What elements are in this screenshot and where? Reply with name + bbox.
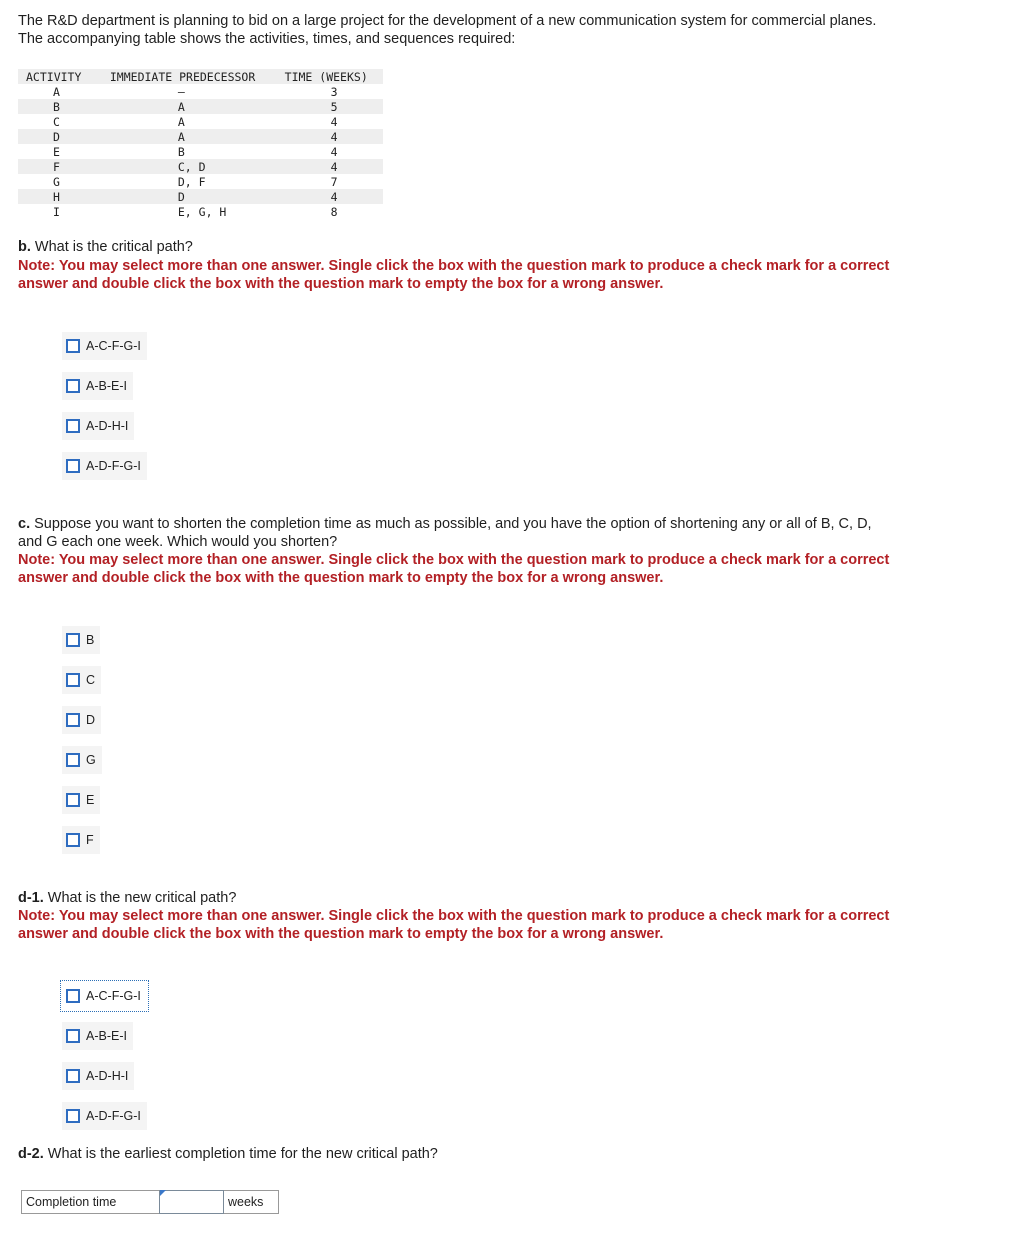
cell-activity: E bbox=[53, 144, 60, 159]
d1-option-4[interactable] bbox=[62, 1102, 147, 1130]
c-option-f[interactable] bbox=[62, 826, 100, 854]
table-header-row bbox=[18, 69, 383, 84]
cell-time: 4 bbox=[330, 114, 338, 129]
intro-line-2: The accompanying table shows the activities, times, and sequences required: bbox=[18, 31, 516, 47]
cell-activity: F bbox=[18, 159, 110, 174]
question-c-label: c. bbox=[18, 516, 31, 532]
c-option-c[interactable] bbox=[62, 666, 101, 694]
cell-predecessor: A bbox=[110, 99, 285, 114]
cell-activity: G bbox=[53, 174, 60, 189]
c-option-b[interactable] bbox=[62, 626, 100, 654]
question-d2-text: What is the earliest completion time for the new critical path? bbox=[43, 1146, 438, 1162]
checkbox-icon[interactable] bbox=[66, 673, 80, 687]
c-option-e[interactable] bbox=[62, 786, 100, 814]
option-label: A-B-E-I bbox=[86, 1029, 127, 1043]
answer-flag-icon bbox=[160, 1190, 166, 1196]
cell-time: 4 bbox=[285, 159, 383, 174]
checkbox-icon[interactable] bbox=[66, 1069, 80, 1083]
cell-predecessor: — bbox=[177, 84, 185, 99]
question-b-text: What is the critical path? bbox=[30, 239, 193, 255]
checkbox-icon[interactable] bbox=[66, 1109, 80, 1123]
cell-predecessor: E, G, H bbox=[177, 204, 227, 219]
option-label: A-B-E-I bbox=[86, 379, 127, 393]
checkbox-icon[interactable] bbox=[66, 1029, 80, 1043]
checkbox-icon[interactable] bbox=[66, 833, 80, 847]
question-b-label: b. bbox=[18, 239, 31, 255]
table-row bbox=[18, 84, 383, 99]
header-activity: ACTIVITY bbox=[18, 69, 110, 84]
header-time: TIME (WEEKS) bbox=[285, 69, 383, 84]
question-c-text: Suppose you want to shorten the completion time as much as possible, and you have the option of shortening any or all of B, C, D, bbox=[30, 516, 872, 532]
question-d1 bbox=[18, 889, 236, 907]
activity-table bbox=[18, 69, 383, 219]
header-predecessor: IMMEDIATE PREDECESSOR bbox=[110, 69, 285, 84]
question-b-note-2: answer and double click the box with the question mark to empty the box for a wrong answer. bbox=[18, 276, 664, 292]
checkbox-icon[interactable] bbox=[66, 339, 80, 353]
d1-option-2[interactable] bbox=[62, 1022, 133, 1050]
cell-time: 4 bbox=[330, 144, 338, 159]
cell-predecessor: B bbox=[177, 144, 185, 159]
option-label: A-D-H-I bbox=[86, 419, 129, 433]
cell-predecessor: A bbox=[177, 114, 185, 129]
b-option-4[interactable] bbox=[62, 452, 147, 480]
checkbox-icon[interactable] bbox=[66, 379, 80, 393]
option-label: D bbox=[86, 713, 96, 727]
completion-time-label: Completion time bbox=[21, 1190, 159, 1214]
checkbox-icon[interactable] bbox=[66, 753, 80, 767]
cell-activity: C bbox=[53, 114, 60, 129]
cell-time: 4 bbox=[285, 189, 383, 204]
d1-option-1[interactable] bbox=[62, 982, 147, 1010]
d1-option-3[interactable] bbox=[62, 1062, 134, 1090]
question-c-1 bbox=[18, 515, 872, 533]
cell-predecessor: D, F bbox=[177, 174, 206, 189]
question-d2-label: d-2. bbox=[18, 1146, 44, 1162]
checkbox-icon[interactable] bbox=[66, 989, 80, 1003]
cell-time: 8 bbox=[330, 204, 338, 219]
checkbox-icon[interactable] bbox=[66, 419, 80, 433]
cell-activity: I bbox=[53, 204, 60, 219]
cell-predecessor: D bbox=[110, 189, 285, 204]
question-c-note-2: answer and double click the box with the question mark to empty the box for a wrong answer. bbox=[18, 570, 664, 586]
cell-time: 3 bbox=[330, 84, 338, 99]
completion-time-unit: weeks bbox=[224, 1190, 279, 1214]
b-option-2[interactable] bbox=[62, 372, 133, 400]
completion-time-input[interactable] bbox=[159, 1190, 224, 1214]
completion-time-row bbox=[21, 1190, 279, 1214]
table-row bbox=[18, 204, 383, 219]
question-d1-label: d-1. bbox=[18, 890, 44, 906]
option-label: F bbox=[86, 833, 94, 847]
table-row bbox=[18, 174, 383, 189]
table-row bbox=[18, 114, 383, 129]
c-option-d[interactable] bbox=[62, 706, 101, 734]
cell-activity: H bbox=[18, 189, 110, 204]
c-option-g[interactable] bbox=[62, 746, 102, 774]
option-label: B bbox=[86, 633, 95, 647]
cell-time: 7 bbox=[330, 174, 338, 189]
question-d1-note-1: Note: You may select more than one answer. Single click the box with the question mark to produce a check mark for a correct bbox=[18, 908, 890, 924]
cell-predecessor: A bbox=[110, 129, 285, 144]
cell-predecessor: C, D bbox=[110, 159, 285, 174]
option-label: A-C-F-G-I bbox=[86, 339, 141, 353]
option-label: A-C-F-G-I bbox=[86, 989, 141, 1003]
option-label: G bbox=[86, 753, 96, 767]
table-row bbox=[18, 189, 383, 204]
option-label: A-D-H-I bbox=[86, 1069, 129, 1083]
question-b bbox=[18, 238, 193, 256]
cell-activity: A bbox=[53, 84, 60, 99]
b-option-3[interactable] bbox=[62, 412, 134, 440]
checkbox-icon[interactable] bbox=[66, 459, 80, 473]
intro-line-1: The R&D department is planning to bid on a large project for the development of a new communication system for commercial planes. bbox=[18, 13, 877, 29]
option-label: A-D-F-G-I bbox=[86, 1109, 141, 1123]
cell-activity: D bbox=[18, 129, 110, 144]
question-d1-note-2: answer and double click the box with the question mark to empty the box for a wrong answer. bbox=[18, 926, 664, 942]
cell-time: 4 bbox=[285, 129, 383, 144]
option-label: A-D-F-G-I bbox=[86, 459, 141, 473]
table-row bbox=[18, 144, 383, 159]
option-label: C bbox=[86, 673, 96, 687]
cell-time: 5 bbox=[285, 99, 383, 114]
question-c-note-1: Note: You may select more than one answer. Single click the box with the question mark to produce a check mark for a correct bbox=[18, 552, 890, 568]
table-row bbox=[18, 99, 383, 114]
question-b-note-1: Note: You may select more than one answer. Single click the box with the question mark to produce a check mark for a correct bbox=[18, 258, 890, 274]
option-label: E bbox=[86, 793, 95, 807]
b-option-1[interactable] bbox=[62, 332, 147, 360]
table-row bbox=[18, 129, 383, 144]
checkbox-icon[interactable] bbox=[66, 633, 80, 647]
table-row bbox=[18, 159, 383, 174]
checkbox-icon[interactable] bbox=[66, 793, 80, 807]
question-d1-text: What is the new critical path? bbox=[43, 890, 237, 906]
cell-activity: B bbox=[18, 99, 110, 114]
checkbox-icon[interactable] bbox=[66, 713, 80, 727]
question-c-2: and G each one week. Which would you shorten? bbox=[18, 534, 338, 550]
question-d2 bbox=[18, 1145, 438, 1163]
